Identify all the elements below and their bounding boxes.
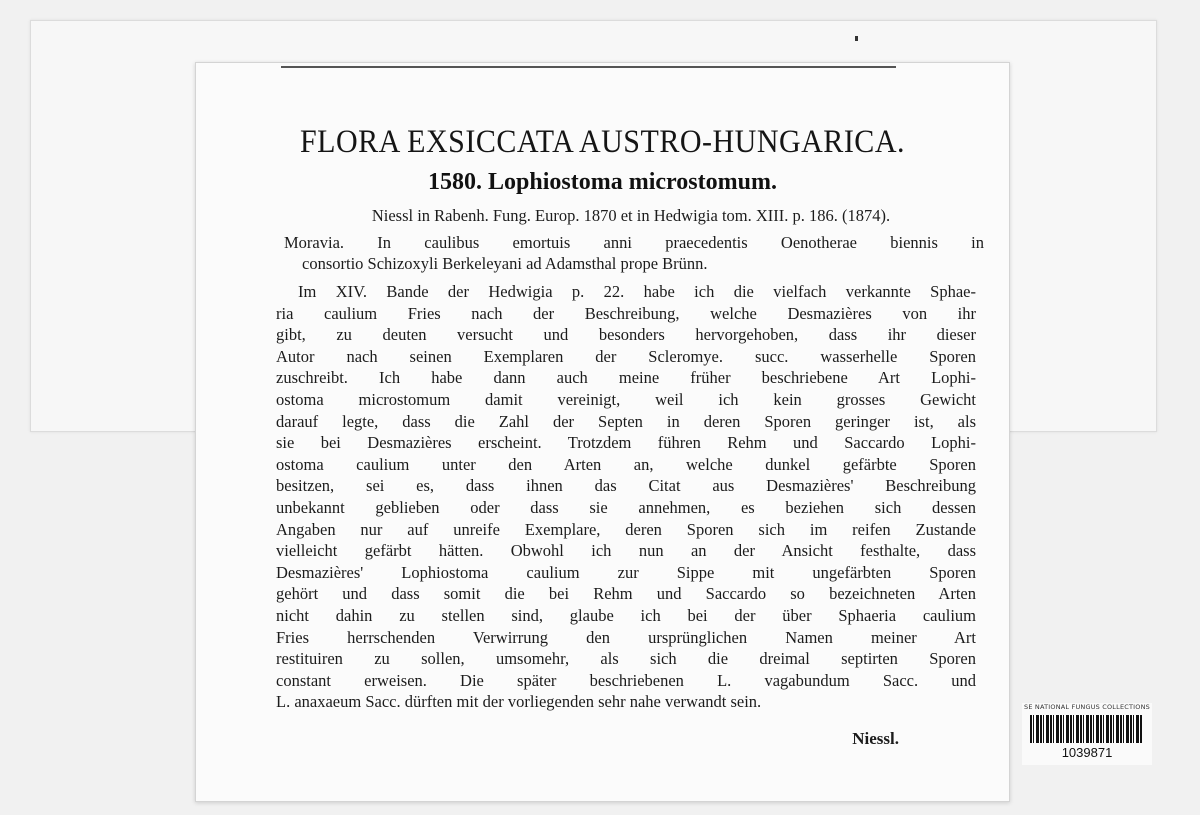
body-line: gehört und dass somit die bei Rehm und Saccardo so bezeichneten Arten <box>276 584 976 604</box>
author-signature: Niessl. <box>852 729 899 748</box>
collection-stamp <box>1022 703 1152 765</box>
top-rule <box>281 66 896 68</box>
locality <box>284 233 984 274</box>
body-line: darauf legte, dass die Zahl der Septen in deren Sporen geringer ist, als <box>276 411 976 431</box>
body-line: unbekannt geblieben oder dass sie annehmen, es beziehen sich dessen <box>276 497 976 517</box>
specimen-label <box>195 62 1010 802</box>
body-line: Autor nach seinen Exemplaren der Scleromye. succ. wasserhelle Sporen <box>276 346 976 366</box>
label-title: FLORA EXSICCATA AUSTRO-HUNGARICA. <box>299 123 905 160</box>
locality-line: Moravia. In caulibus emortuis anni praecedentis Oenotherae biennis in <box>284 233 984 252</box>
body-line: Im XIV. Bande der Hedwigia p. 22. habe ich die vielfach verkannte Sphae- <box>298 282 976 301</box>
body-line: Angaben nur auf unreife Exemplare, deren Sporen sich im reifen Zustande <box>276 519 976 539</box>
speck <box>855 36 858 41</box>
body-line: nicht dahin zu stellen sind, glaube ich bei der über Sphaeria caulium <box>276 605 976 625</box>
stamp-header: SE NATIONAL FUNGUS COLLECTIONS <box>1024 703 1150 711</box>
species-heading: 1580. Lophiostoma microstomum. <box>428 169 777 195</box>
body-line: sie bei Desmazières erscheint. Trotzdem führen Rehm und Saccardo Lophi- <box>276 433 976 453</box>
body-line: besitzen, sei es, dass ihnen das Citat aus Desmazières' Beschreibung <box>276 476 976 496</box>
body-line: zuschreibt. Ich habe dann auch meine früher beschriebene Art Lophi- <box>276 368 976 388</box>
citation: Niessl in Rabenh. Fung. Europ. 1870 et in Hedwigia tom. XIII. p. 186. (1874). <box>371 206 891 225</box>
body-line: restituiren zu sollen, umsomehr, als sich die dreimal septirten Sporen <box>276 649 976 669</box>
body-line: vielleicht gefärbt hätten. Obwohl ich nun an der Ansicht festhalte, dass <box>276 541 976 561</box>
body-line: Fries herrschenden Verwirrung den ursprünglichen Namen meiner Art <box>276 627 976 647</box>
barcode-icon <box>1030 715 1142 743</box>
body-line: ria caulium Fries nach der Beschreibung, welche Desmazières von ihr <box>276 303 976 323</box>
body-line: gibt, zu deuten versucht und besonders hervorgehoben, dass ihr dieser <box>276 325 976 345</box>
body-line: ostoma caulium unter den Arten an, welche dunkel gefärbte Sporen <box>276 454 976 474</box>
body-line: ostoma microstomum damit vereinigt, weil ich kein grosses Gewicht <box>276 389 976 409</box>
locality-line: consortio Schizoxyli Berkeleyani ad Adamsthal prope Brünn. <box>302 253 708 273</box>
catalog-number: 1039871 <box>1061 745 1113 760</box>
body-line: Desmazières' Lophiostoma caulium zur Sippe mit ungefärbten Sporen <box>276 562 976 582</box>
body-line: L. anaxaeum Sacc. dürften mit der vorliegenden sehr nahe verwandt sein. <box>276 692 762 712</box>
description-body <box>276 281 976 713</box>
body-line: constant erweisen. Die später beschriebenen L. vagabundum Sacc. und <box>276 670 976 690</box>
